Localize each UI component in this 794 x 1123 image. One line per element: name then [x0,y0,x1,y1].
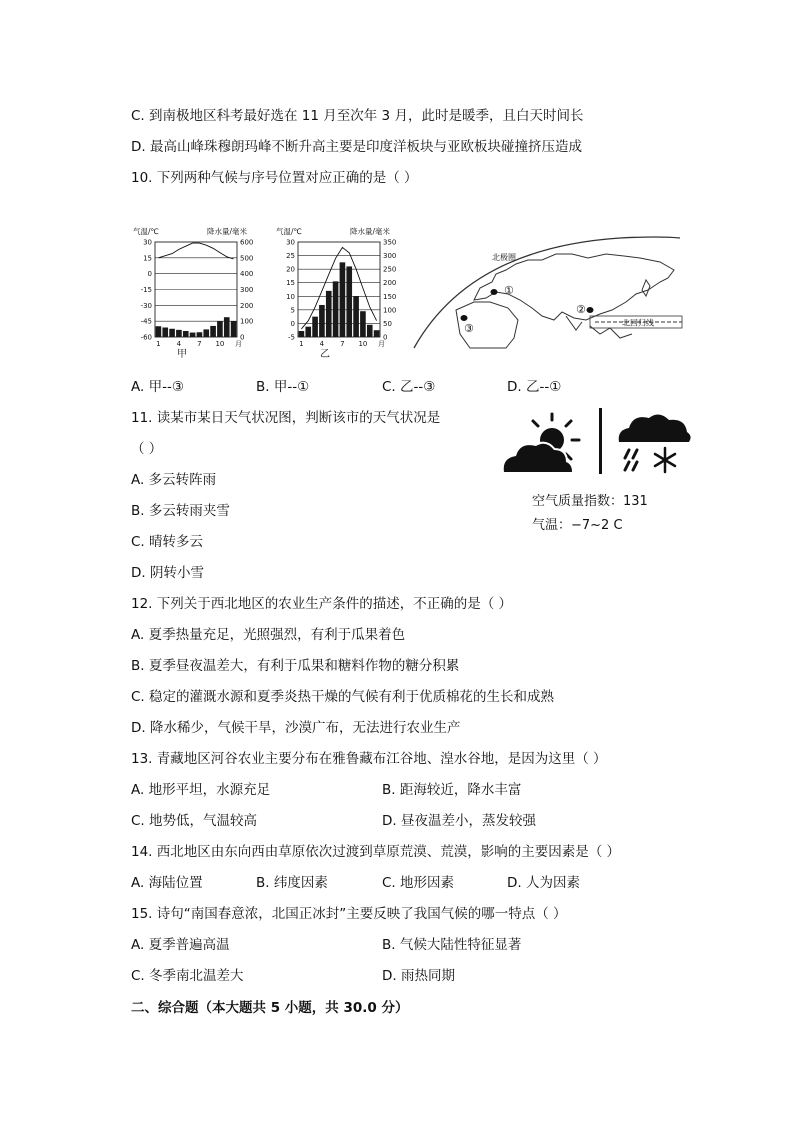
marker-3: ③ [464,322,474,335]
month-tick-label: 10 [215,340,225,348]
q14-option-d[interactable]: D. 人为因素 [507,875,580,891]
chart-name: 甲 [177,349,187,360]
q11-option-b[interactable]: B. 多云转雨夹雪 [131,503,230,519]
precip-tick-label: 350 [383,238,397,247]
precip-bar [210,326,216,337]
arctic-circle-label: 北极圈 [492,253,516,262]
q12-option-a[interactable]: A. 夏季热量充足，光照强烈，有利于瓜果着色 [131,627,406,643]
temp-tick-label: 25 [286,252,295,261]
question-14: 14. 西北地区由东向西由草原依次过渡到草原荒漠、荒漠，影响的主要因素是（ ） [131,844,621,860]
q10-option-b[interactable]: B. 甲--① [256,379,310,395]
temp-tick-label: -5 [288,333,295,342]
question-15: 15. 诗句“南国春意浓，北国正冰封”主要反映了我国气候的哪一特点（ ） [131,906,567,922]
precip-bar [319,305,325,337]
precip-tick-label: 500 [240,254,254,263]
q11-option-a[interactable]: A. 多云转阵雨 [131,472,217,488]
precip-bar [217,321,223,337]
aqi-text: 空气质量指数：131 [532,494,648,509]
q11-option-c[interactable]: C. 晴转多云 [131,534,204,550]
temp-tick-label: 0 [147,270,152,279]
precip-tick-label: 0 [240,333,245,342]
q10-option-a[interactable]: A. 甲--③ [131,379,184,395]
precip-bar [367,325,373,337]
month-tick-label: 7 [340,340,345,348]
precip-tick-label: 100 [383,306,397,315]
temp-tick-label: 20 [286,265,295,274]
q14-option-c[interactable]: C. 地形因素 [382,875,455,891]
q10-option-d[interactable]: D. 乙--① [507,379,562,395]
precip-bar [299,331,305,337]
temperature-line [158,243,233,259]
q13-option-d[interactable]: D. 昼夜温差小，蒸发较强 [382,813,536,829]
precip-tick-label: 250 [383,265,397,274]
month-tick-label: 10 [358,340,368,348]
q15-option-b[interactable]: B. 气候大陆性特征显著 [382,937,522,953]
q14-option-a[interactable]: A. 海陆位置 [131,875,203,891]
month-unit-label: 月 [235,340,242,348]
world-map [410,230,690,350]
month-tick-label: 1 [156,340,161,348]
q13-option-b[interactable]: B. 距海较近，降水丰富 [382,782,522,798]
precip-bar [333,281,339,337]
month-tick-label: 7 [197,340,202,348]
temp-tick-label: -15 [140,286,152,294]
marker-dot-3 [461,315,468,321]
precip-bar [312,317,318,337]
question-12: 12. 下列关于西北地区的农业生产条件的描述，不正确的是（ ） [131,596,513,612]
chart-name: 乙 [320,349,330,360]
precip-bar [231,321,237,337]
q15-option-a[interactable]: A. 夏季普遍高温 [131,937,230,953]
precip-bar [190,333,196,337]
month-tick-label: 4 [319,340,325,348]
temp-tick-label: 5 [290,306,295,315]
weather-divider [599,408,602,474]
precip-tick-label: 50 [383,319,392,328]
temp-tick-label: 15 [143,254,152,263]
temp-tick-label: -30 [140,301,152,310]
sleet-icon [615,410,693,478]
q12-option-d[interactable]: D. 降水稀少，气候干旱，沙漠广布，无法进行农业生产 [131,720,461,736]
precip-tick-label: 0 [383,333,388,342]
marker-dot-2 [587,307,594,313]
precip-tick-label: 200 [240,301,254,310]
temp-tick-label: 10 [286,292,295,301]
month-unit-label: 月 [378,340,385,348]
precip-bar [346,266,352,337]
temp-tick-label: 30 [286,238,295,247]
temp-axis-title: 气温/℃ [133,227,159,236]
plot-frame [298,242,380,337]
q13-option-a[interactable]: A. 地形平坦，水源充足 [131,782,271,798]
question-10: 10. 下列两种气候与序号位置对应正确的是（ ） [131,170,418,186]
climate-chart-jia [125,222,275,362]
question-13: 13. 青藏地区河谷农业主要分布在雅鲁藏布江谷地、湟水谷地，是因为这里（ ） [131,751,607,767]
precip-axis-title: 降水量/毫米 [350,227,391,236]
precip-tick-label: 400 [240,270,254,279]
precip-bar [156,326,162,337]
precip-bar [203,329,209,337]
marker-2: ② [576,303,586,316]
partly-cloudy-icon [500,412,585,477]
precip-bar [183,331,189,337]
marker-dot-1 [491,289,498,295]
temp-tick-label: -45 [140,317,152,326]
section-heading: 二、综合题（本大题共 5 小题，共 30.0 分） [131,1000,409,1016]
q13-option-c[interactable]: C. 地势低，气温较高 [131,813,258,829]
temp-tick-label: -60 [140,333,152,342]
precip-bar [176,330,182,337]
precip-tick-label: 200 [383,279,397,288]
question-11: 11. 读某市某日天气状况图，判断该市的天气状况是 [131,410,441,426]
q11-option-d[interactable]: D. 阴转小雪 [131,565,204,581]
temp-axis-title: 气温/℃ [276,227,302,236]
marker-1: ① [504,284,514,297]
precip-bar [169,329,175,337]
q14-option-b[interactable]: B. 纬度因素 [256,875,328,891]
precip-bar [353,296,359,337]
precip-tick-label: 600 [240,238,254,247]
precip-tick-label: 100 [240,317,254,326]
month-tick-label: 1 [299,340,304,348]
q12-option-b[interactable]: B. 夏季昼夜温差大，有利于瓜果和糖料作物的糖分积累 [131,658,460,674]
temperature-text: 气温：−7~2 C [532,518,623,533]
climate-chart-yi [268,222,418,362]
precip-bar [197,332,203,337]
temp-tick-label: 0 [290,319,295,328]
q15-option-d[interactable]: D. 雨热同期 [382,968,455,984]
precip-tick-label: 150 [383,292,397,301]
precip-tick-label: 300 [383,252,397,261]
precip-bar [374,330,380,337]
precip-bar [340,262,346,337]
tropic-label: 北回归线 [622,318,654,328]
question-line: C. 到南极地区科考最好选在 11 月至次年 3 月，此时是暖季，且白天时间长 [131,108,584,124]
precip-bar [360,311,366,337]
precip-bar [162,328,168,338]
q15-option-c[interactable]: C. 冬季南北温差大 [131,968,244,984]
q12-option-c[interactable]: C. 稳定的灌溉水源和夏季炎热干燥的气候有利于优质棉花的生长和成熟 [131,689,555,705]
q10-option-c[interactable]: C. 乙--③ [382,379,436,395]
precip-bar [224,317,230,337]
temp-tick-label: 15 [286,279,295,288]
precip-bar [326,291,332,337]
question-11-paren: （ ） [131,441,163,457]
precip-axis-title: 降水量/毫米 [207,227,248,236]
japan-outline [642,280,650,296]
month-tick-label: 4 [176,340,182,348]
question-line: D. 最高山峰珠穆朗玛峰不断升高主要是印度洋板块与亚欧板块碰撞挤压造成 [131,139,582,155]
temp-tick-label: 30 [143,238,152,247]
precip-tick-label: 300 [240,286,254,294]
precip-bar [305,327,311,337]
